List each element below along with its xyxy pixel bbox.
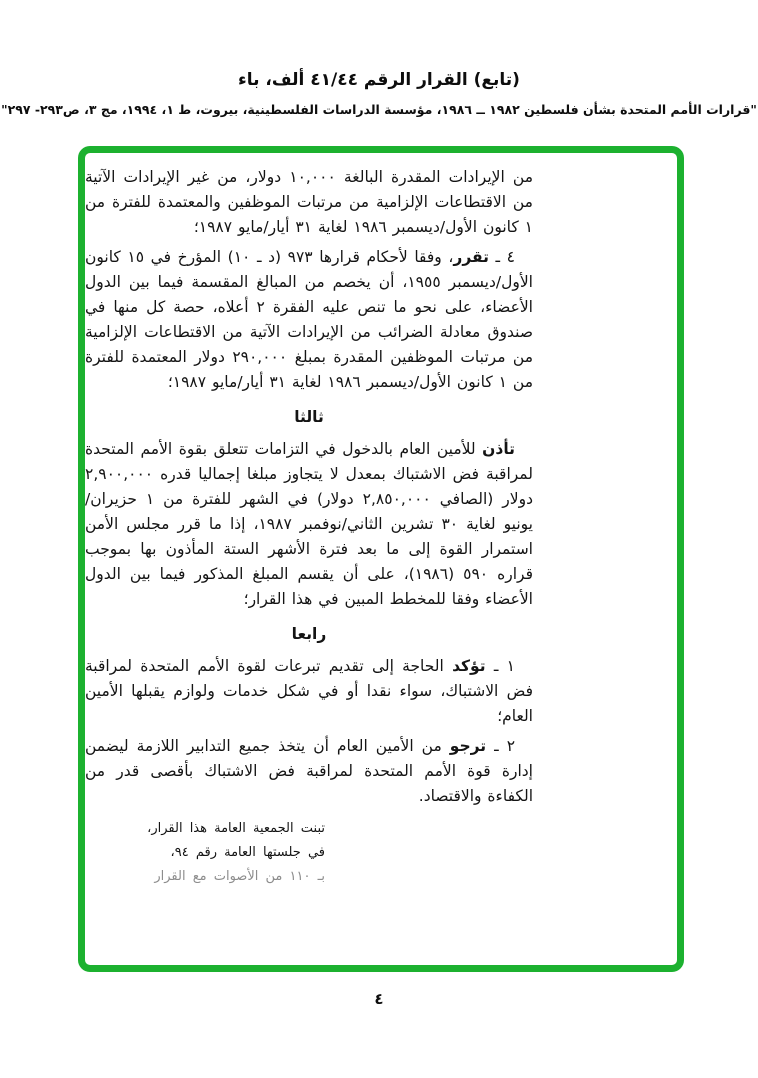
clause-2-text: من الأمين العام أن يتخذ جميع التدابير اللازمة ليضمن إدارة قوة الأمم المتحدة لمراقبة فض الاشتباك بأقصى قدر من الكفاءة والاقتصاد. xyxy=(85,737,533,805)
clause-4-text: ، وفقا لأحكام قرارها ٩٧٣ (د ـ ١٠) المؤرخ في ١٥ كانون الأول/ديسمبر ١٩٥٥، أن يخصم من المبالغ المقسمة فيما بين الدول الأعضاء، على نحو ما تنص عليه الفقرة ٢ أعلاه، حصة كل منها في صندوق معادلة الضرائب من الإيرادات الآتية من الاقتطاعات الإلزامية من مرتبات الموظفين المقدرة بمبلغ ٢٩٠,٠٠٠ دولار المعتمدة للفترة من ١ كانون الأول/ديسمبر ١٩٨٦ لغاية ٣١ أيار/مايو ١٩٨٧؛ xyxy=(85,248,533,391)
page-number: ٤ xyxy=(374,990,384,1008)
section-three-text: للأمين العام بالدخول في التزامات تتعلق بقوة الأمم المتحدة لمراقبة فض الاشتباك بمعدل لا يتجاوز مبلغا إجماليا قدره ٢,٩٠٠,٠٠٠ دولار (الصافي ٢,٨٥٠,٠٠٠ دولار) في الشهر للفترة من ١ حزيران/يونيو لغاية ٣٠ تشرين الثاني/نوفمبر ١٩٨٧، إذا ما قرر مجلس الأمن استمرار القوة إلى ما بعد فترة الأشهر الستة المأذون بها بموجب قراره ٥٩٠ (١٩٨٦)، على أن يقسم المبلغ المذكور فيما بين الدول الأعضاء وفقا للمخطط المبين في هذا القرار؛ xyxy=(85,440,533,608)
clause-2-keyword: ترجو xyxy=(449,737,487,755)
adoption-note-line-1: تبنت الجمعية العامة هذا القرار، xyxy=(147,821,325,836)
clause-1-keyword: تؤكد xyxy=(452,657,486,675)
clause-1-number: ١ ـ xyxy=(485,657,515,675)
paragraph-continuation xyxy=(85,165,533,240)
section-three-keyword: تأذن xyxy=(482,440,515,458)
adoption-note-line-3: بـ ١١٠ من الأصوات مع القرار xyxy=(154,869,325,884)
paragraph-continuation-text: من الإيرادات المقدرة البالغة ١٠,٠٠٠ دولار، من غير الإيرادات الآتية من الاقتطاعات الإلزامية من مرتبات الموظفين والمعتمدة للفترة من ١ كانون الأول/ديسمبر ١٩٨٦ لغاية ٣١ أيار/مايو ١٩٨٧؛ xyxy=(85,168,533,236)
clause-1-text: الحاجة إلى تقديم تبرعات لقوة الأمم المتحدة لمراقبة فض الاشتباك، سواء نقدا أو في شكل خدمات ولوازم يقبلها الأمين العام؛ xyxy=(85,657,533,725)
paragraph-clause-4 xyxy=(85,245,533,395)
paragraph-clause-1 xyxy=(85,654,533,729)
adoption-note xyxy=(95,817,325,889)
clause-4-keyword: تقرر xyxy=(453,248,489,266)
section-heading-three: ثالثا xyxy=(294,408,324,426)
clause-4-number: ٤ ـ xyxy=(488,248,515,266)
clause-2-number: ٢ ـ xyxy=(486,737,516,755)
source-citation: "قرارات الأمم المتحدة بشأن فلسطين ١٩٨٢ ــ ١٩٨٦، مؤسسة الدراسات الفلسطينية، بيروت، ط ١، ١٩٩٤، مج ٣، ص٢٩٣- ٢٩٧" xyxy=(1,102,757,117)
paragraph-section-three xyxy=(85,437,533,612)
adoption-note-line-2: في جلستها العامة رقم ٩٤، xyxy=(170,845,325,860)
resolution-continuation-title: (تابع) القرار الرقم ٤١/٤٤ ألف، باء xyxy=(238,70,520,90)
resolution-body xyxy=(85,165,533,889)
highlight-border-box xyxy=(78,146,684,972)
paragraph-clause-2 xyxy=(85,734,533,809)
section-heading-four: رابعا xyxy=(291,625,327,643)
